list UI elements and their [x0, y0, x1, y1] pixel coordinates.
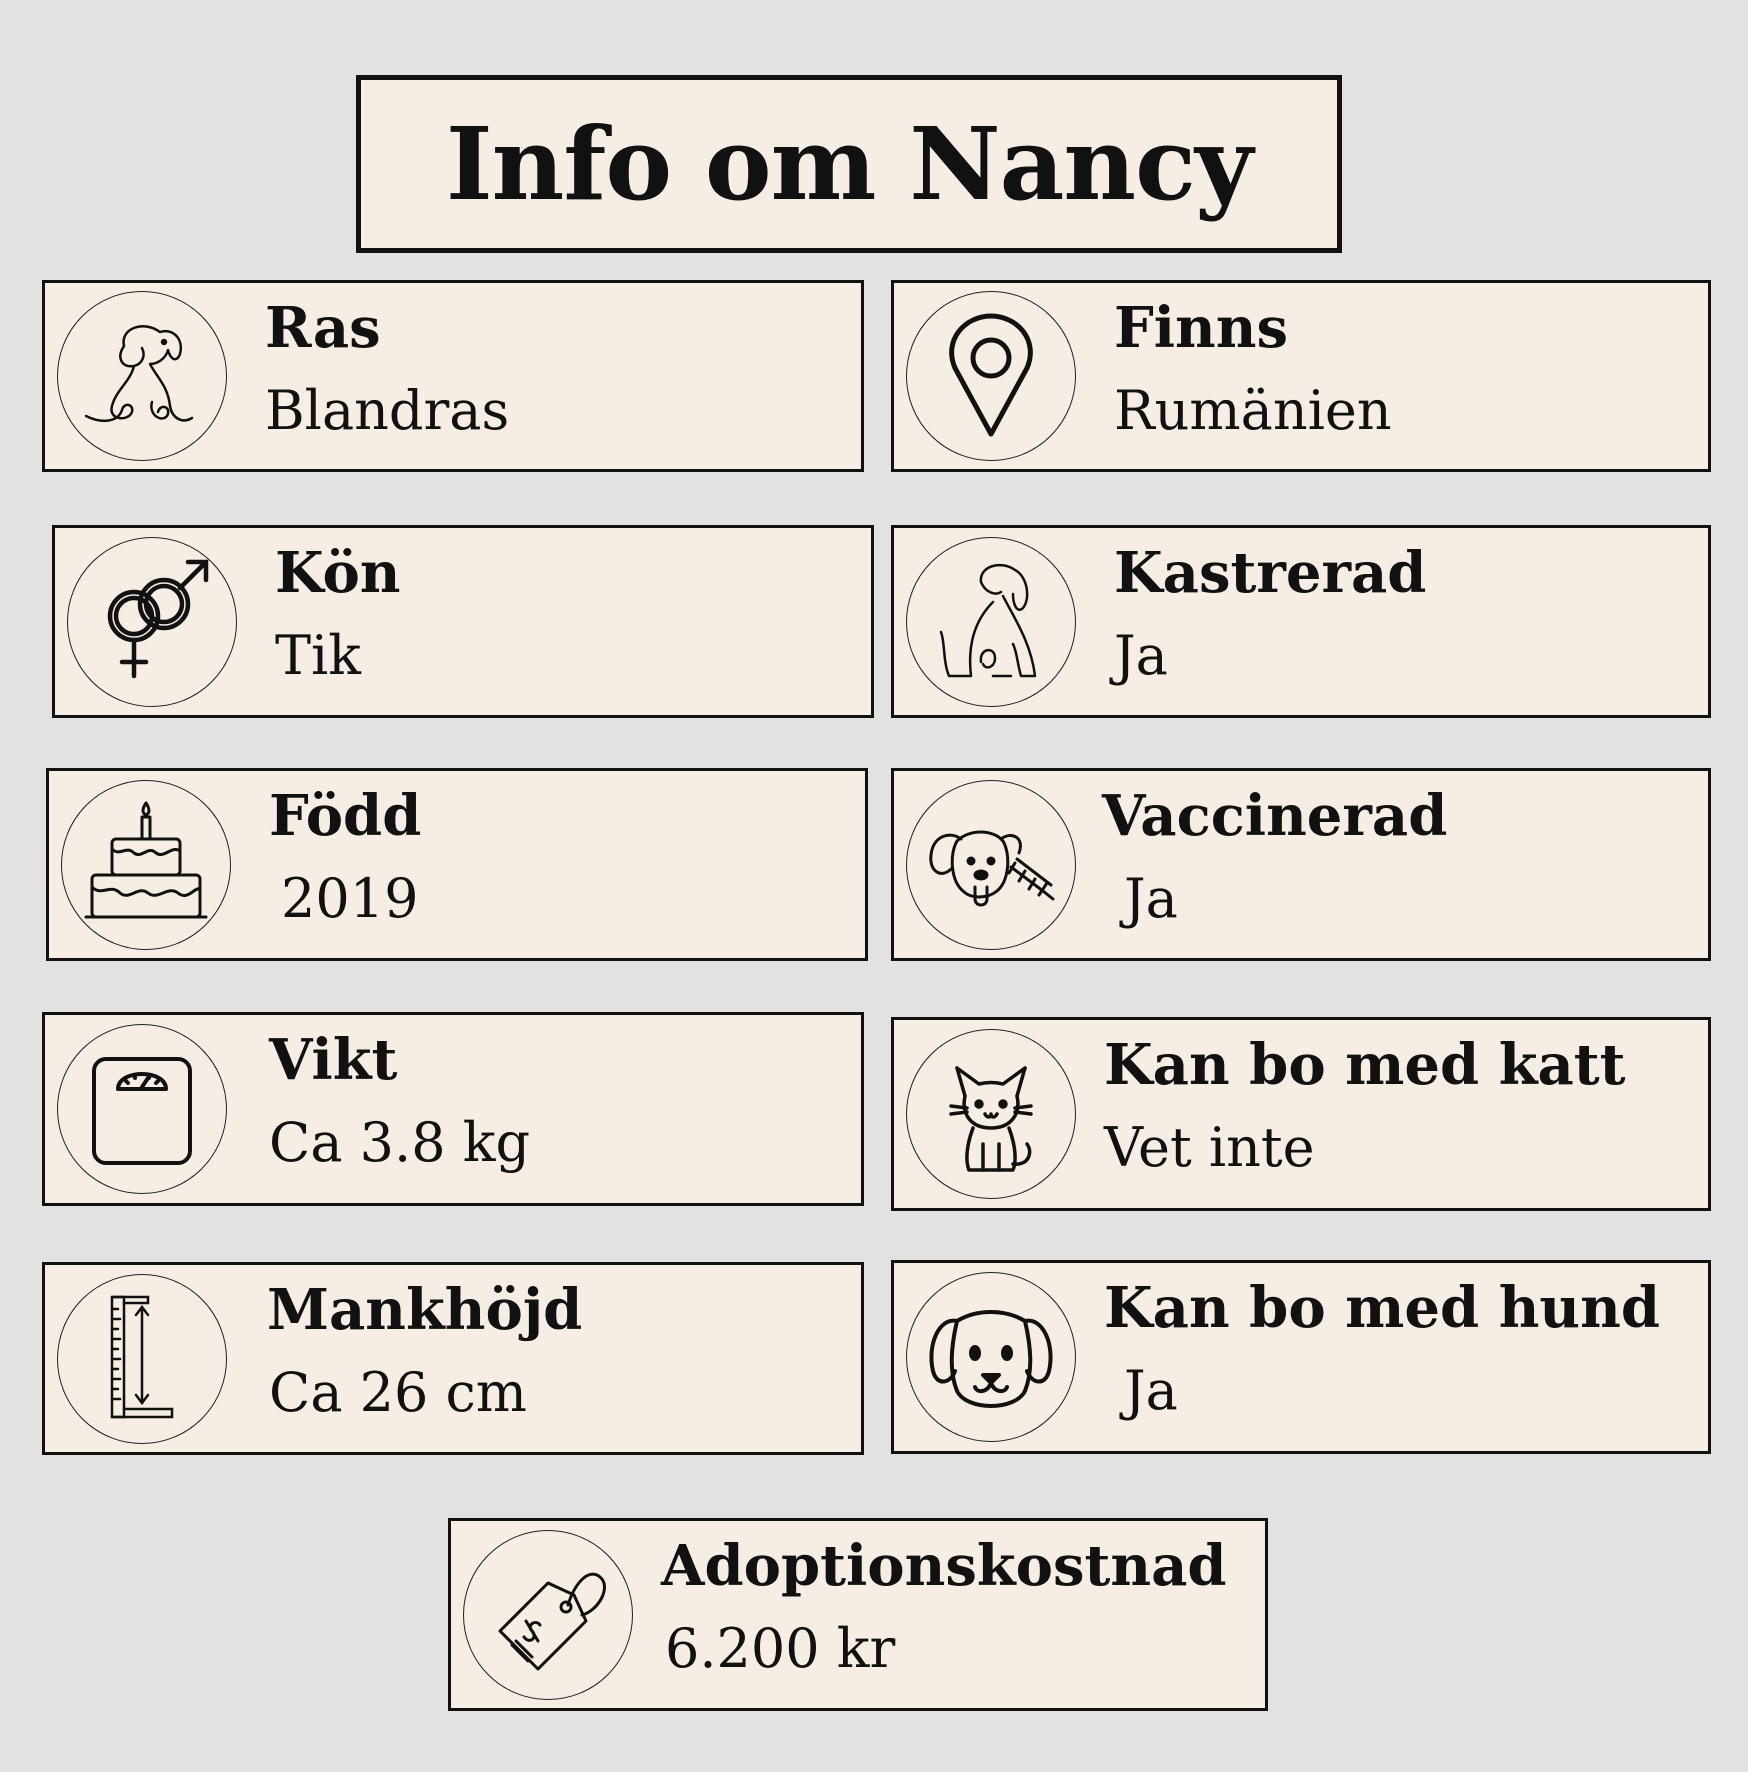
label-katt: Kan bo med katt — [1104, 1032, 1626, 1098]
label-finns: Finns — [1114, 295, 1288, 361]
card-vikt — [42, 1012, 864, 1206]
page-title: Info om Nancy — [445, 105, 1253, 223]
label-vaccinerad: Vaccinerad — [1102, 783, 1448, 849]
card-mankhojd — [42, 1262, 864, 1455]
card-katt — [891, 1017, 1711, 1211]
dog-line-icon — [57, 291, 227, 461]
value-fodd: 2019 — [281, 867, 419, 930]
title-box — [356, 75, 1342, 253]
gender-icon — [67, 537, 237, 707]
value-ras: Blandras — [265, 379, 510, 442]
dog-face-icon — [906, 1272, 1076, 1442]
value-finns: Rumänien — [1114, 379, 1392, 442]
location-pin-icon — [906, 291, 1076, 461]
label-vikt: Vikt — [269, 1027, 398, 1093]
value-vikt: Ca 3.8 kg — [269, 1111, 531, 1174]
card-kon — [52, 525, 874, 718]
sitting-dog-icon — [906, 537, 1076, 707]
value-adoptionskostnad: 6.200 kr — [665, 1617, 896, 1680]
dog-syringe-icon — [906, 780, 1076, 950]
label-kon: Kön — [275, 540, 401, 606]
birthday-cake-icon — [61, 780, 231, 950]
card-finns — [891, 280, 1711, 472]
scale-icon — [57, 1024, 227, 1194]
cat-icon — [906, 1029, 1076, 1199]
label-mankhojd: Mankhöjd — [267, 1277, 583, 1343]
card-ras — [42, 280, 864, 472]
value-kon: Tik — [275, 624, 362, 687]
card-fodd — [46, 768, 868, 961]
label-kastrerad: Kastrerad — [1114, 540, 1427, 606]
height-ruler-icon — [57, 1274, 227, 1444]
label-ras: Ras — [265, 295, 381, 361]
label-hund: Kan bo med hund — [1104, 1275, 1661, 1341]
price-tag-icon — [463, 1530, 633, 1700]
card-vaccinerad — [891, 768, 1711, 961]
value-mankhojd: Ca 26 cm — [269, 1361, 528, 1424]
card-adoptionskostnad — [448, 1518, 1268, 1711]
label-fodd: Född — [269, 783, 422, 849]
value-vaccinerad: Ja — [1124, 867, 1178, 930]
card-kastrerad — [891, 525, 1711, 718]
value-katt: Vet inte — [1104, 1116, 1315, 1179]
label-adoptionskostnad: Adoptionskostnad — [661, 1533, 1227, 1599]
value-hund: Ja — [1124, 1359, 1178, 1422]
value-kastrerad: Ja — [1114, 624, 1168, 687]
card-hund — [891, 1260, 1711, 1454]
